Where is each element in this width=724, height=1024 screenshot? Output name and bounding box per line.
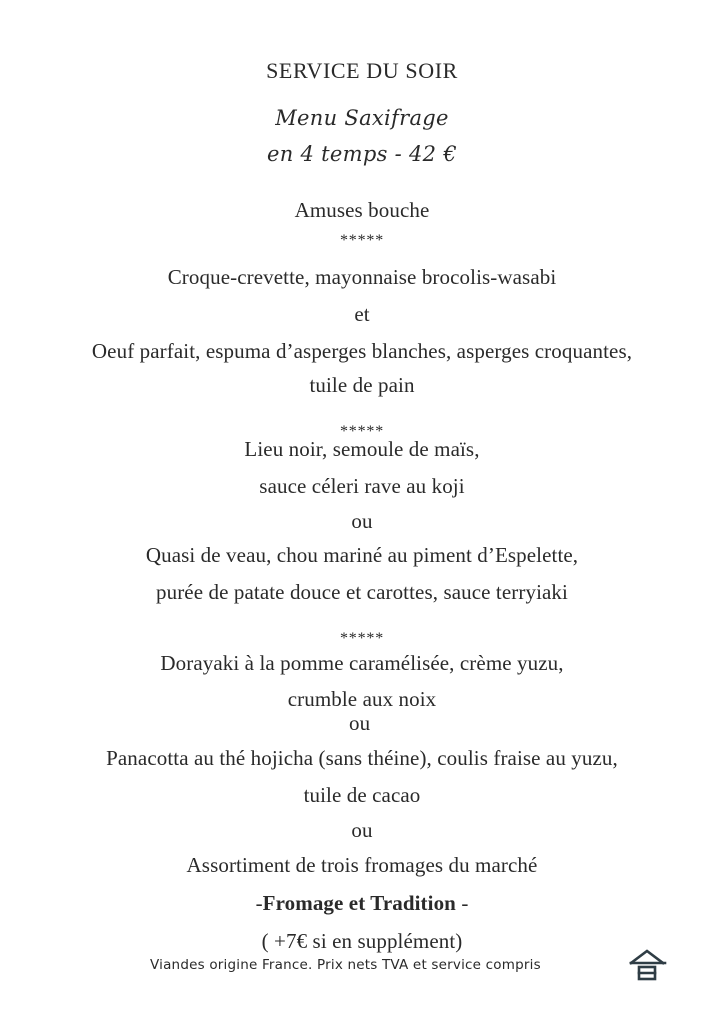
menu-name: Menu Saxifrage — [275, 106, 449, 130]
dash-right: - — [455, 891, 469, 915]
restaurant-logo-icon — [628, 947, 668, 981]
dessert-connector-2: ou — [351, 818, 373, 842]
main-option-b-line2: purée de patate douce et carottes, sauce terryiaki — [156, 580, 568, 604]
dessert-option-c-line1: Assortiment de trois fromages du marché — [186, 853, 538, 877]
cheese-supplement: ( +7€ si en supplément) — [261, 929, 463, 953]
starter-connector: et — [354, 302, 370, 326]
main-connector: ou — [351, 509, 373, 533]
starter-option-b-line2: tuile de pain — [309, 373, 415, 397]
service-title: SERVICE DU SOIR — [266, 58, 458, 83]
separator-3: ***** — [340, 630, 384, 647]
footer-note: Viandes origine France. Prix nets TVA et service compris — [150, 957, 541, 973]
starter-option-a: Croque-crevette, mayonnaise brocolis-wasabi — [167, 265, 557, 289]
dessert-option-b-line1: Panacotta au thé hojicha (sans théine), coulis fraise au yuzu, — [106, 746, 618, 770]
main-option-a-line2: sauce céleri rave au koji — [259, 474, 465, 498]
starter-option-b-line1: Oeuf parfait, espuma d’asperges blanches, asperges croquantes, — [91, 339, 633, 363]
main-option-a-line1: Lieu noir, semoule de maïs, — [244, 437, 480, 461]
dessert-option-a-line1: Dorayaki à la pomme caramélisée, crème yuzu, — [160, 651, 564, 675]
cheese-supplier-line — [0, 891, 724, 915]
dessert-option-a-line2: crumble aux noix — [287, 687, 437, 711]
dash-left: - — [255, 891, 263, 915]
separator-2: ***** — [340, 423, 384, 440]
main-option-b-line1: Quasi de veau, chou mariné au piment d’Espelette, — [145, 543, 579, 567]
dessert-option-b-line2: tuile de cacao — [303, 783, 421, 807]
menu-price: en 4 temps - 42 € — [267, 142, 457, 166]
amuses-bouche: Amuses bouche — [294, 198, 430, 222]
separator-1: ***** — [340, 232, 384, 249]
cheese-supplier: Fromage et Tradition — [262, 891, 456, 915]
menu-page: SERVICE DU SOIR Menu Saxifrage en 4 temps - 42 € Amuses bouche ***** Croque-crevette, mayonnaise brocolis-wasabi et Oeuf parfait, espuma d’asperges blanches, asperges croquantes, tuile de pain ***** Lieu noir, semoule de maïs, sauce céleri rave au koji ou Quasi de veau, chou mariné au piment d’Espelette, purée de patate douce et carottes, sauce terryiaki ***** Dorayaki à la pomme caramélisée, crème yuzu, crumble aux noix ou Panacotta au thé hojicha (sans théine), coulis fraise au yuzu, tuile de cacao ou Assortiment de trois fromages du marché -Fromage et Tradition - ( +7€ si en supplément) Viandes origine France. Prix nets TVA et service compris — [0, 0, 724, 1024]
